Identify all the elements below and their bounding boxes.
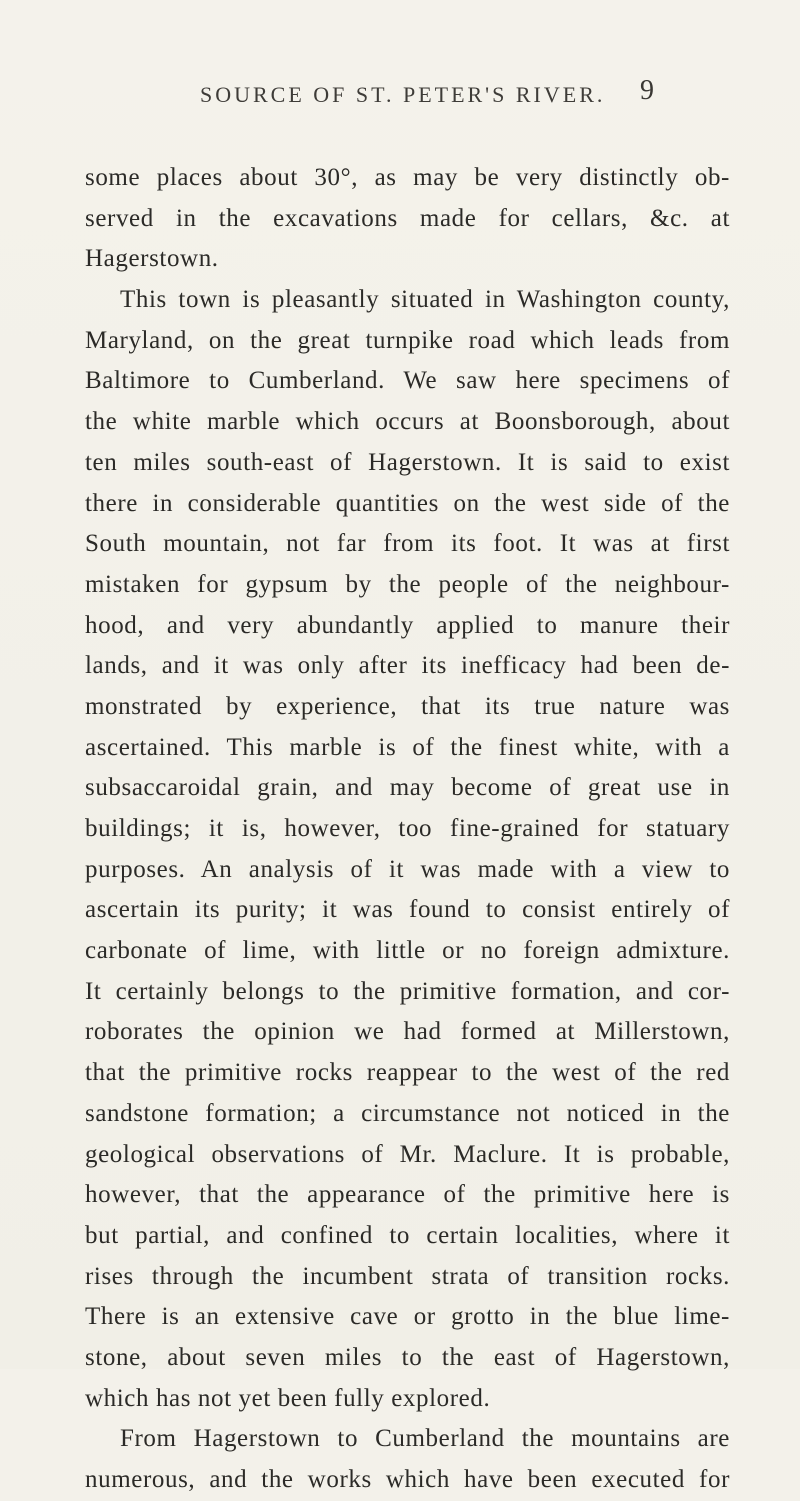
text-line: hood, and very abundantly applied to manure their	[85, 611, 730, 639]
text-line: ascertain its purity; it was found to consist entirely of	[85, 896, 730, 924]
text-line: From Hagerstown to Cumberland the mountains are	[120, 1425, 730, 1453]
text-line: purposes. An analysis of it was made with a view to	[85, 855, 730, 883]
text-line: however, that the appearance of the primitive here is	[85, 1181, 730, 1209]
text-line: Maryland, on the great turnpike road which leads from	[85, 326, 730, 354]
running-title: SOURCE OF ST. PETER'S RIVER.	[200, 82, 606, 107]
text-line: mistaken for gypsum by the people of the neighbour-	[85, 570, 730, 598]
text-line: served in the excavations made for cellars, &c. at	[85, 204, 730, 232]
text-line: numerous, and the works which have been executed for	[85, 1466, 730, 1493]
text-line: ten miles south-east of Hagerstown. It is said to exist	[85, 448, 730, 476]
text-line: some places about 30°, as may be very distinctly ob-	[85, 164, 730, 191]
text-line: stone, about seven miles to the east of Hagerstown,	[85, 1343, 730, 1371]
text-line: subsaccaroidal grain, and may become of great use in	[85, 774, 730, 802]
running-head	[0, 75, 800, 115]
text-line: Hagerstown.	[85, 245, 219, 273]
text-line: the white marble which occurs at Boonsborough, about	[85, 408, 730, 436]
text-line: buildings; it is, however, too fine-grained for statuary	[85, 815, 730, 842]
text-line: It certainly belongs to the primitive formation, and cor-	[85, 977, 730, 1005]
text-line: monstrated by experience, that its true nature was	[85, 692, 730, 720]
text-line: sandstone formation; a circumstance not noticed in the	[85, 1099, 730, 1127]
text-line: there in considerable quantities on the west side of the	[85, 489, 730, 517]
text-line: but partial, and confined to certain localities, where it	[85, 1221, 730, 1249]
text-line: roborates the opinion we had formed at Millerstown,	[85, 1018, 730, 1046]
text-line: carbonate of lime, with little or no foreign admixture.	[85, 937, 730, 965]
text-line: rises through the incumbent strata of transition rocks.	[85, 1262, 730, 1290]
text-line: There is an extensive cave or grotto in the blue lime-	[85, 1303, 730, 1331]
text-line: ascertained. This marble is of the finest white, with a	[85, 733, 730, 761]
text-line: lands, and it was only after its inefficacy had been de-	[85, 652, 730, 680]
text-line: which has not yet been fully explored.	[85, 1384, 491, 1412]
body-text	[85, 158, 730, 1501]
text-line: Baltimore to Cumberland. We saw here specimens of	[85, 367, 730, 395]
text-line: geological observations of Mr. Maclure. It is probable,	[85, 1140, 730, 1168]
page-number: 9	[640, 75, 654, 106]
text-line: This town is pleasantly situated in Washington county,	[120, 286, 730, 314]
text-line: that the primitive rocks reappear to the west of the red	[85, 1059, 730, 1087]
text-line: South mountain, not far from its foot. It was at first	[85, 530, 730, 558]
